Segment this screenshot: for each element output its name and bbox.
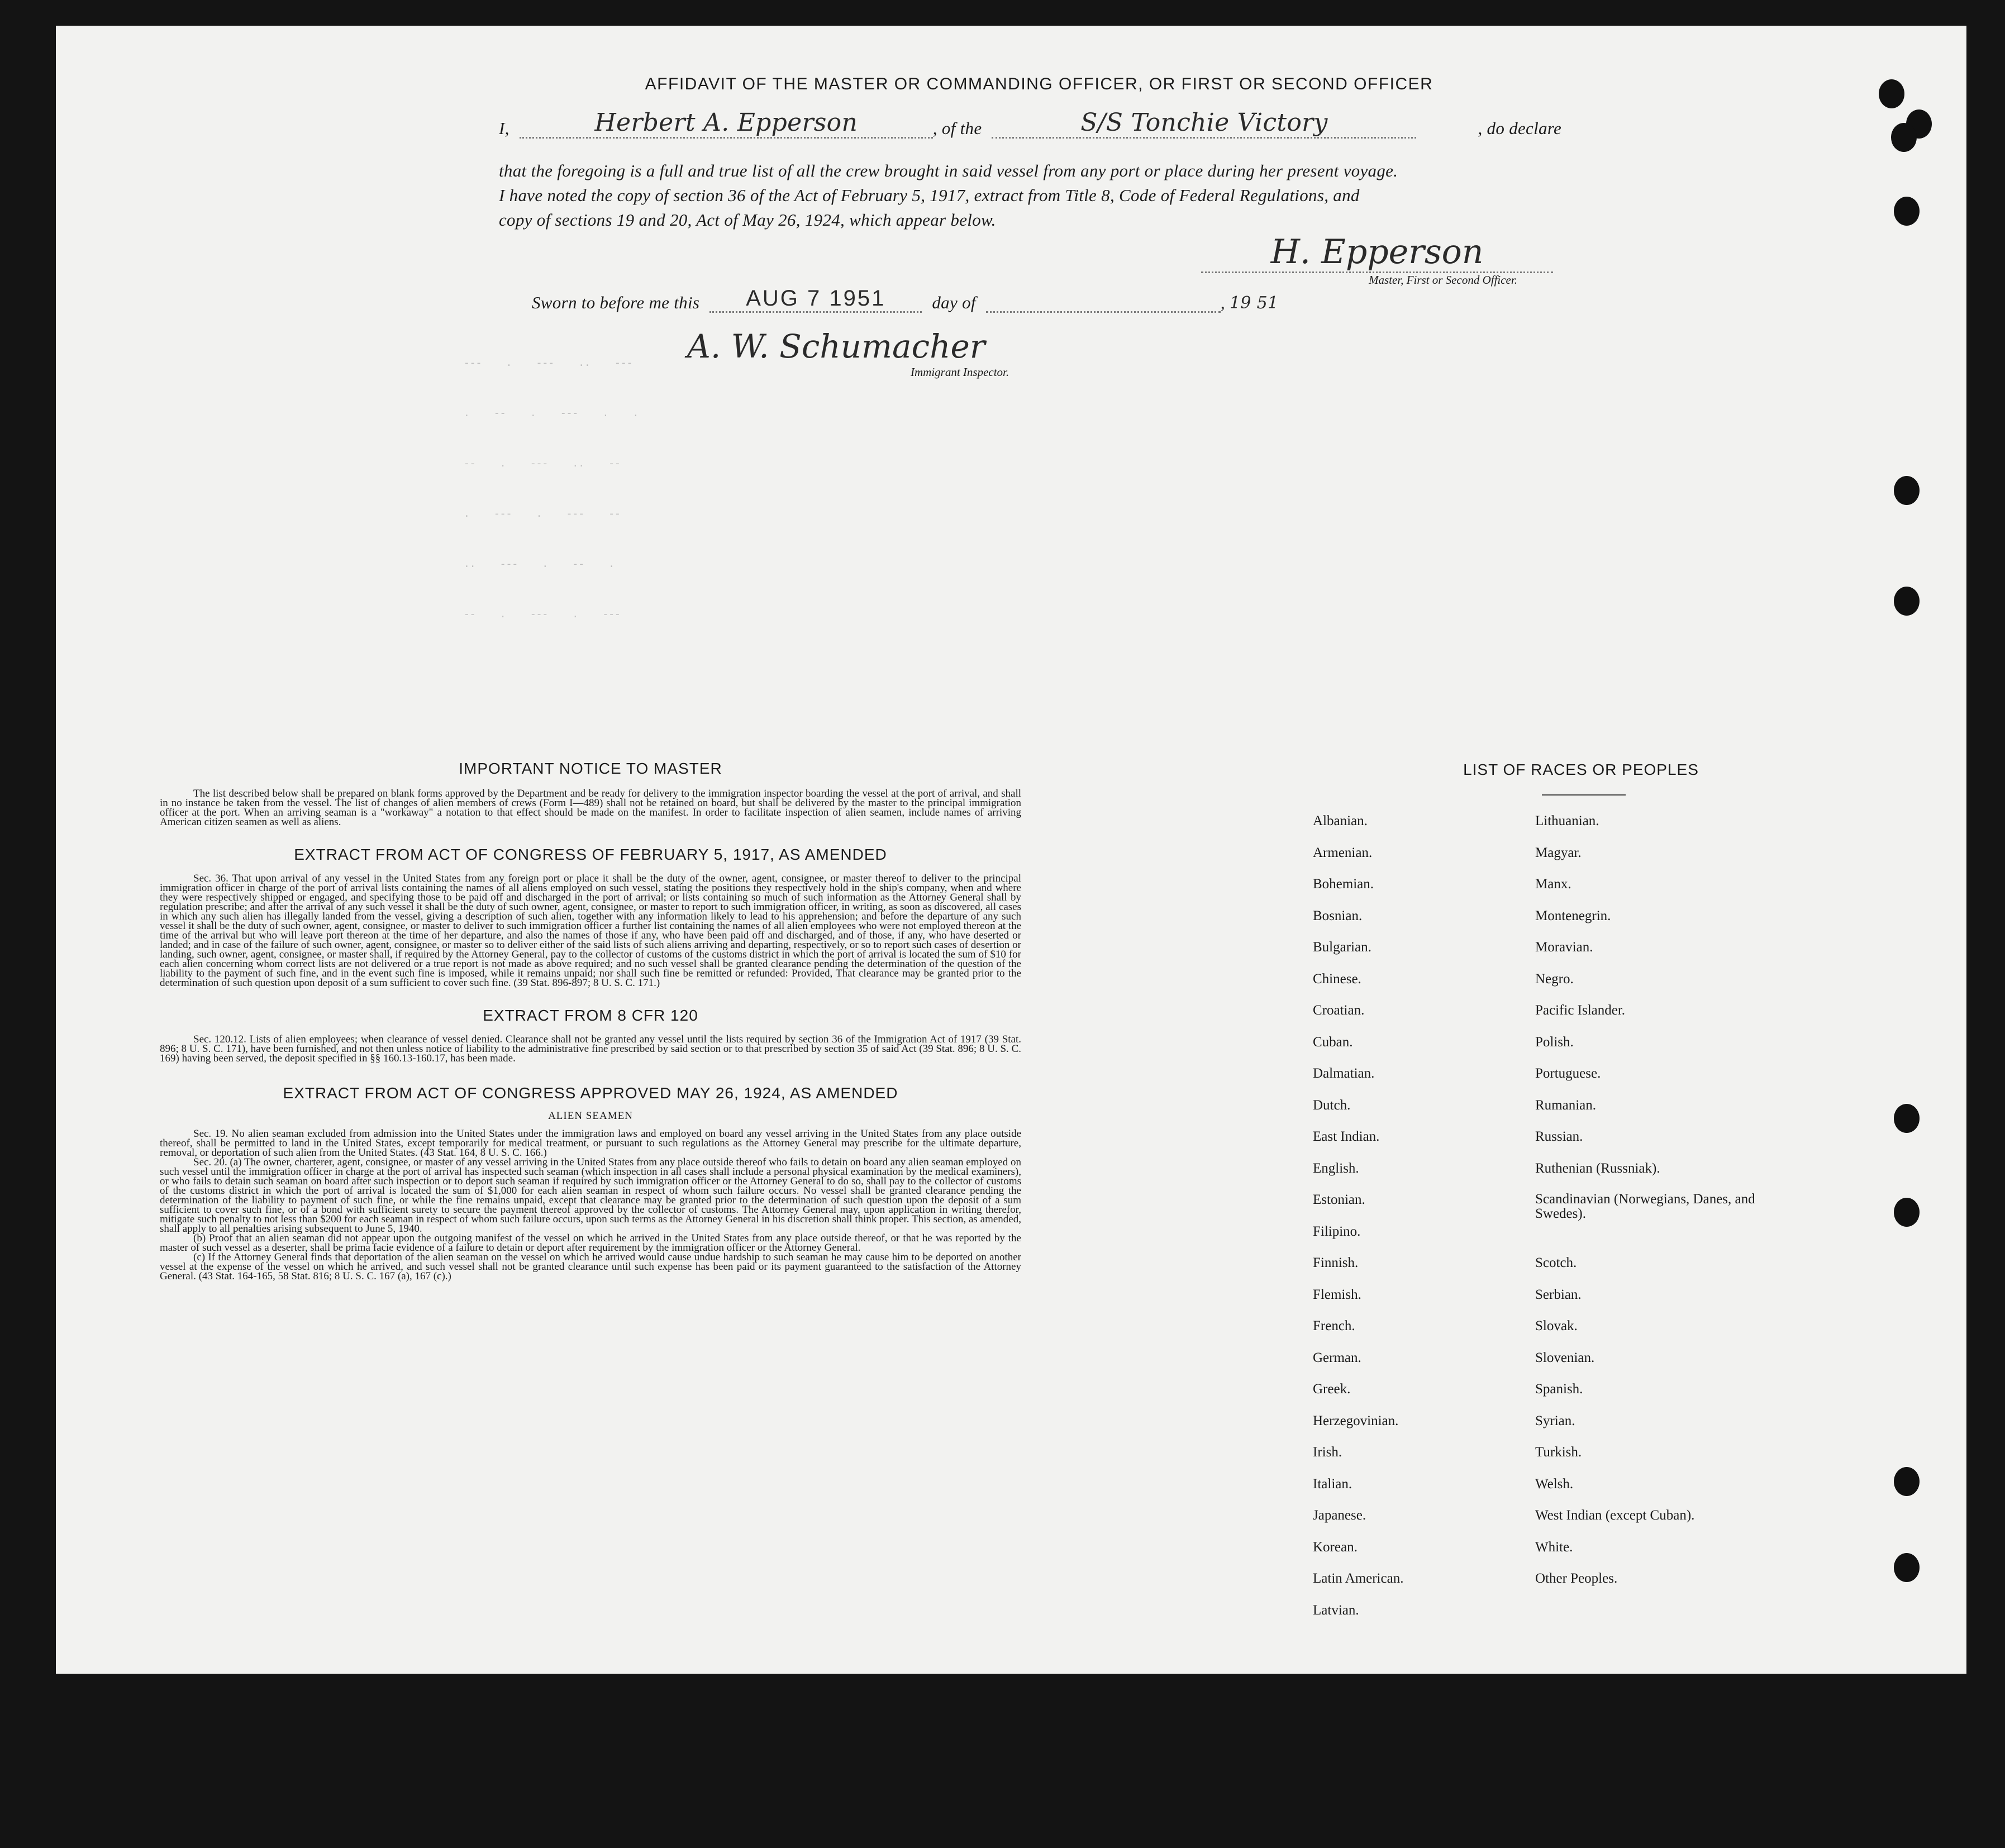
race-item: French.	[1313, 1318, 1355, 1333]
race-item: Finnish.	[1313, 1255, 1359, 1270]
extract-1924-sec20c: (c) If the Attorney General finds that deportation of the alien seaman on the vessel on which he arrived would cause undue hardship to such seaman he may cause him to be deported on another vessel at the expense of the vessel on which he arrived, and such vessel shall not be granted clearance until such expense has been paid or its payment guaranteed to the satisfaction of the Attorney General. (43 Stat. 164-165, 58 Stat. 816; 8 U. S. C. 167 (a), 167 (c).)	[160, 1251, 1021, 1282]
affidavit-line-3: I have noted the copy of section 36 of the Act of February 5, 1917, extract from Title 8, Code of Federal Regulations, and	[499, 185, 1360, 205]
inspector-signature: A. W. Schumacher	[687, 327, 985, 365]
extract-1924-sec20b: (b) Proof that an alien seaman did not appear upon the outgoing manifest of the vessel on which he arrived in the United States from any place outside thereof, or that he was reported by the master of such vessel as a deserter, shall be prima facie evidence of a failure to detain or deport after requirement by the immigration officer or the Attorney General.	[160, 1232, 1021, 1254]
race-item: Italian.	[1313, 1476, 1352, 1492]
page-title: AFFIDAVIT OF THE MASTER OR COMMANDING OFFICER, OR FIRST OR SECOND OFFICER	[645, 75, 1433, 93]
race-item: Rumanian.	[1535, 1097, 1597, 1113]
master-signature-caption: Master, First or Second Officer.	[1369, 273, 1517, 287]
race-item: Cuban.	[1313, 1034, 1353, 1050]
sworn-year: 19 51	[1229, 293, 1279, 313]
do-declare-label: , do declare	[1478, 118, 1562, 138]
races-right-column	[1535, 813, 1770, 1603]
vessel-name: S/S Tonchie Victory	[1080, 108, 1328, 137]
inspector-caption: Immigrant Inspector.	[911, 365, 1009, 379]
race-item: Filipino.	[1313, 1223, 1361, 1239]
sworn-line: Sworn to before me this AUG 7 1951 day of , 19 51	[532, 286, 1279, 313]
race-item: German.	[1313, 1350, 1361, 1365]
race-item: Estonian.	[1313, 1192, 1365, 1207]
binder-hole	[1894, 1467, 1920, 1496]
extract-1917-text: Sec. 36. That upon arrival of any vessel in the United States from any foreign port or place it shall be the duty of the owner, agent, consignee, or master thereof to deliver to the principal immigration officer in charge of the port of arrival lists containing the names of all aliens employed on such vessel, stating the positions they respectively hold in the ship's company, when and where they were respectively shipped or engaged, and specifying those to be paid off and discharged in the port of arrival; or lists containing so much of such information as the Attorney General shall by regulation prescribe; and after the arrival of any such vessel it shall be the duty of such owner, agent, consignee, or master to report to such immigration officer, in writing, as soon as discovered, all cases in which any such alien has illegally landed from the vessel, giving a description of such alien, together with any information likely to lead to his apprehension; and before the departure of any such vessel it shall be the duty of such owner, agent, consignee, or master to deliver to such immigration officer a further list containing the names of all alien employees who were not employed thereon at the time of the arrival but who will leave port thereon at the time of her departure, and also the names of those if any, who have been paid off and discharged, and of those, if any, who have deserted or landed; and in case of the failure of such owner, agent, consignee, or master so to deliver either of the said lists of such aliens arriving and departing, respectively, or so to report such cases of desertion or landing, such owner, agent, consignee, or master shall, if required by the Attorney General, pay to the collector of customs of the customs district in which the port of arrival is located the sum of $10 for each alien concerning whom correct lists are not delivered or a true report is not made as above required; and no such vessel shall be granted clearance pending the determination of the question of the liability to the payment of such fine, and in the event such fine is imposed, while it remains unpaid; nor shall such fine be remitted or refunded: Provided, That clearance may be granted prior to the determination of such question upon deposit of a sum sufficient to cover such fine. (39 Stat. 896-897; 8 U. S. C. 171.)	[160, 873, 1021, 989]
races-heading: LIST OF RACES OR PEOPLES	[1463, 761, 1699, 778]
extract-8cfr-heading: EXTRACT FROM 8 CFR 120	[483, 1007, 698, 1024]
race-item: Greek.	[1313, 1382, 1351, 1397]
race-item: Korean.	[1313, 1539, 1358, 1555]
notice-heading: IMPORTANT NOTICE TO MASTER	[459, 760, 722, 777]
affidavit-line-1	[499, 108, 1561, 139]
extract-1917-heading: EXTRACT FROM ACT OF CONGRESS OF FEBRUARY 5, 1917, AS AMENDED	[294, 846, 887, 863]
binder-hole	[1894, 476, 1920, 505]
bleed-through-marks: --- . --- .. --- . -- . --- . . -- . --- .. -- . --- . --- -- .. --- . -- . -- . --- . ---	[464, 358, 639, 621]
race-item: Ruthenian (Russniak).	[1535, 1160, 1660, 1176]
race-item: Japanese.	[1313, 1508, 1366, 1523]
race-item: Negro.	[1535, 971, 1574, 987]
race-item: Pacific Islander.	[1535, 1003, 1626, 1018]
inspector-signature-block	[631, 327, 1078, 379]
alien-seamen-subheading: ALIEN SEAMEN	[548, 1110, 633, 1122]
race-item: Portuguese.	[1535, 1066, 1601, 1081]
race-item: Lithuanian.	[1535, 813, 1599, 828]
binder-hole	[1894, 1104, 1920, 1133]
race-item: East Indian.	[1313, 1129, 1380, 1144]
binder-hole	[1894, 197, 1920, 226]
race-item: Slovak.	[1535, 1318, 1578, 1333]
race-item: Turkish.	[1535, 1445, 1582, 1460]
extract-1924-sec19: Sec. 19. No alien seaman excluded from admission into the United States under the immigration laws and employed on board any vessel arriving in the United States from any place outside thereof, shall be permitted to land in the United States, except temporarily for medical treatment, or pursuant to such regulations as the Attorney General may prescribe for the ultimate departure, removal, or deportation of such alien from the United States. (43 Stat. 164, 8 U. S. C. 166.)	[160, 1128, 1021, 1159]
race-item: Scandinavian (Norwegians, Danes, and Swedes).	[1535, 1192, 1755, 1221]
race-item: Armenian.	[1313, 845, 1373, 860]
binder-hole	[1891, 123, 1917, 152]
master-signature: H. Epperson	[1270, 232, 1484, 272]
race-item: Dutch.	[1313, 1097, 1351, 1113]
affidavit-i: I,	[499, 118, 509, 138]
left-column	[160, 760, 1021, 1281]
race-item: Bosnian.	[1313, 908, 1363, 923]
race-item: Herzegovinian.	[1313, 1413, 1399, 1428]
race-item: Scotch.	[1535, 1255, 1577, 1270]
affidavit-line-4: copy of sections 19 and 20, Act of May 26, 1924, which appear below.	[499, 210, 996, 230]
race-item: Dalmatian.	[1313, 1066, 1375, 1081]
race-item: Croatian.	[1313, 1003, 1365, 1018]
affidavit-line-2: that the foregoing is a full and true list of all the crew brought in said vessel from any port or place during her present voyage.	[499, 161, 1398, 180]
race-item: Russian.	[1535, 1129, 1583, 1144]
races-divider	[1542, 794, 1626, 796]
race-item: Serbian.	[1535, 1287, 1582, 1302]
race-item: Moravian.	[1535, 940, 1593, 955]
race-item: Montenegrin.	[1535, 908, 1611, 923]
extract-1924-heading: EXTRACT FROM ACT OF CONGRESS APPROVED MAY 26, 1924, AS AMENDED	[283, 1084, 898, 1102]
race-item: Albanian.	[1313, 813, 1368, 828]
extract-8cfr-text: Sec. 120.12. Lists of alien employees; when clearance of vessel denied. Clearance shall not be granted any vessel until the lists required by section 36 of the Immigration Act of 1917 (39 Stat. 896; 8 U. S. C. 171), have been furnished, and not then unless notice of liability to the administrative fine prescribed by said section or to that prescribed by section 35 of said Act (39 Stat. 896; 8 U. S. C. 169) having been served, the deposit specified in §§ 160.13-160.17, has been made.	[160, 1033, 1021, 1064]
notice-text: The list described below shall be prepared on blank forms approved by the Department and be ready for delivery to the immigration inspector boarding the vessel at the port of arrival, and shall in no instance be taken from the vessel. The list of changes of alien members of crews (Form I—489) shall not be retained on board, but shall be delivered by the master to the principal immigration officer at the port. When an arriving seaman is a "workaway" a notation to that effect should be made on the manifest. In order to facilitate inspection of alien seamen, include names of arriving American citizen seamen as well as aliens.	[160, 788, 1021, 828]
master-signature-block	[1201, 232, 1553, 287]
race-item: Irish.	[1313, 1445, 1342, 1460]
race-item: Chinese.	[1313, 971, 1361, 987]
race-item: English.	[1313, 1160, 1359, 1176]
races-left-column	[1313, 813, 1403, 1634]
race-item: Bohemian.	[1313, 877, 1374, 892]
race-item: Flemish.	[1313, 1287, 1361, 1302]
binder-hole	[1894, 587, 1920, 616]
race-item: Latvian.	[1313, 1602, 1359, 1618]
master-name: Herbert A. Epperson	[594, 108, 858, 137]
day-of-label: day of	[932, 293, 976, 312]
binder-hole	[1894, 1198, 1920, 1227]
race-item: Spanish.	[1535, 1382, 1583, 1397]
of-the-label: , of the	[932, 118, 982, 138]
race-item: Syrian.	[1535, 1413, 1575, 1428]
extract-1924-sec20a: Sec. 20. (a) The owner, charterer, agent, consignee, or master of any vessel arriving in the United States from any place outside thereof who fails to detain on board any alien seaman employed on such vessel until the immigration officer in charge at the port of arrival has inspected such seaman (which inspection in all cases shall include a personal physical examination by the medical examiners), or who fails to detain such seaman on board after such inspection or to deport such seaman if required by such immigration officer or the Attorney General to do so, shall pay to the collector of customs of the customs district in which the port of arrival is located the sum of $1,000 for each alien seaman in respect of whom such failure occurs. No vessel shall be granted clearance pending the determination of the liability to payment of such fine, or while the fine remains unpaid, except that clearance may be granted prior to the determination of such question upon the deposit of a sum sufficient to cover such fine, or of a bond with sufficient surety to secure the payment thereof approved by the collector of customs. The Attorney General may, upon application in writing therefor, mitigate such penalty to not less than $200 for each seaman in respect of whom such failure occurs, upon such terms as the Attorney General in his discretion shall think proper. This section, as amended, shall apply to all penalties arising subsequent to June 5, 1940.	[160, 1156, 1021, 1235]
race-item: White.	[1535, 1539, 1573, 1555]
race-item: Bulgarian.	[1313, 940, 1371, 955]
binder-hole	[1894, 1553, 1920, 1582]
race-item: Latin American.	[1313, 1571, 1404, 1586]
race-item: West Indian (except Cuban).	[1535, 1508, 1695, 1523]
race-item: Welsh.	[1535, 1476, 1574, 1492]
race-item: Slovenian.	[1535, 1350, 1595, 1365]
sworn-label: Sworn to before me this	[532, 293, 700, 312]
binder-hole	[1879, 79, 1904, 108]
race-item: Manx.	[1535, 877, 1571, 892]
race-item: Other Peoples.	[1535, 1571, 1618, 1586]
sworn-date-stamp: AUG 7 1951	[746, 286, 886, 311]
race-item: Polish.	[1535, 1034, 1574, 1050]
race-item: Magyar.	[1535, 845, 1582, 860]
document-page	[56, 26, 1966, 1674]
